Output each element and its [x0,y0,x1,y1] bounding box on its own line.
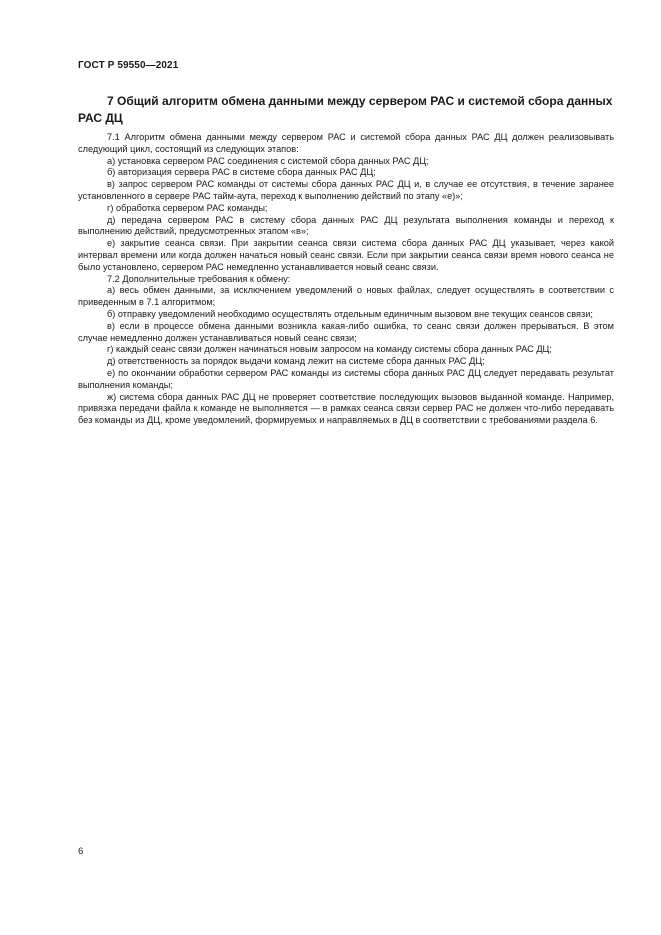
list-item-7-1-e: е) закрытие сеанса связи. При закрытии сеанса связи система сбора данных РАС ДЦ указывает, через какой интервал времени или когда должен начаться новый сеанс связи. Если при закрытии сеанса связи время нового сеанса не было установлено, сервером РАС немедленно устанавливается новый сеанс связи. [78,238,614,272]
list-item-7-2-e: е) по окончании обработки сервером РАС команды из системы сбора данных РАС ДЦ следует передавать результат выполнения команды; [78,367,614,390]
paragraph-7-2: 7.2 Дополнительные требования к обмену: [107,273,291,284]
paragraph-7-1: 7.1 Алгоритм обмена данными между сервером РАС и системой сбора данных РАС ДЦ должен реализовывать следующий цикл, состоящий из следующих этапов: [78,132,614,154]
list-item-7-2-v: в) если в процессе обмена данными возникла какая-либо ошибка, то сеанс связи должен прерываться. В этом случае немедленно должен устанавливаться новый сеанс связи; [78,320,614,343]
page-number: 6 [78,846,84,857]
list-item-7-2-b: б) отправку уведомлений необходимо осуществлять отдельным единичным вызовом вне текущих сеансов связи; [107,308,593,319]
section-title: 7 Общий алгоритм обмена данными между сервером РАС и системой сбора данных РАС ДЦ [78,94,613,125]
list-item-7-1-d: д) передача сервером РАС в систему сбора данных РАС ДЦ результата выполнения команды и переход к выполнению действий, предусмотренных этапом «в»; [78,214,614,237]
document-code: ГОСТ Р 59550—2021 [78,60,179,71]
section-body [78,132,614,427]
list-item-7-2-a: а) весь обмен данными, за исключением уведомлений о новых файлах, следует осуществлять в соответствии с приведенным в 7.1 алгоритмом; [78,285,614,308]
list-item-7-1-v: в) запрос сервером РАС команды от системы сбора данных РАС ДЦ и, в случае ее отсутствия, в течение заранее установленного в сервере РАС тайм-аута, переход к выполнению действий по этапу «е)»; [78,179,614,201]
list-item-7-1-a: а) установка сервером РАС соединения с системой сбора данных РАС ДЦ; [107,155,429,166]
list-item-7-2-g: г) каждый сеанс связи должен начинаться новым запросом на команду системы сбора данных РАС ДЦ; [107,344,552,355]
list-item-7-1-g: г) обработка сервером РАС команды; [107,202,268,213]
list-item-7-1-b: б) авторизация сервера РАС в системе сбора данных РАС ДЦ; [107,167,376,178]
list-item-7-2-d: д) ответственность за порядок выдачи команд лежит на системе сбора данных РАС ДЦ; [107,356,485,367]
list-item-7-2-zh: ж) система сбора данных РАС ДЦ не проверяет соответствие последующих вызовов выданной команде. Например, привязка передачи файла к команде не выполняется — в рамках сеанса связи сервер РАС не должен что-либо передавать без команды из ДЦ, кроме уведомлений, формируемых и направляемых в ДЦ в соответствии с требованиями раздела 6. [78,391,614,426]
